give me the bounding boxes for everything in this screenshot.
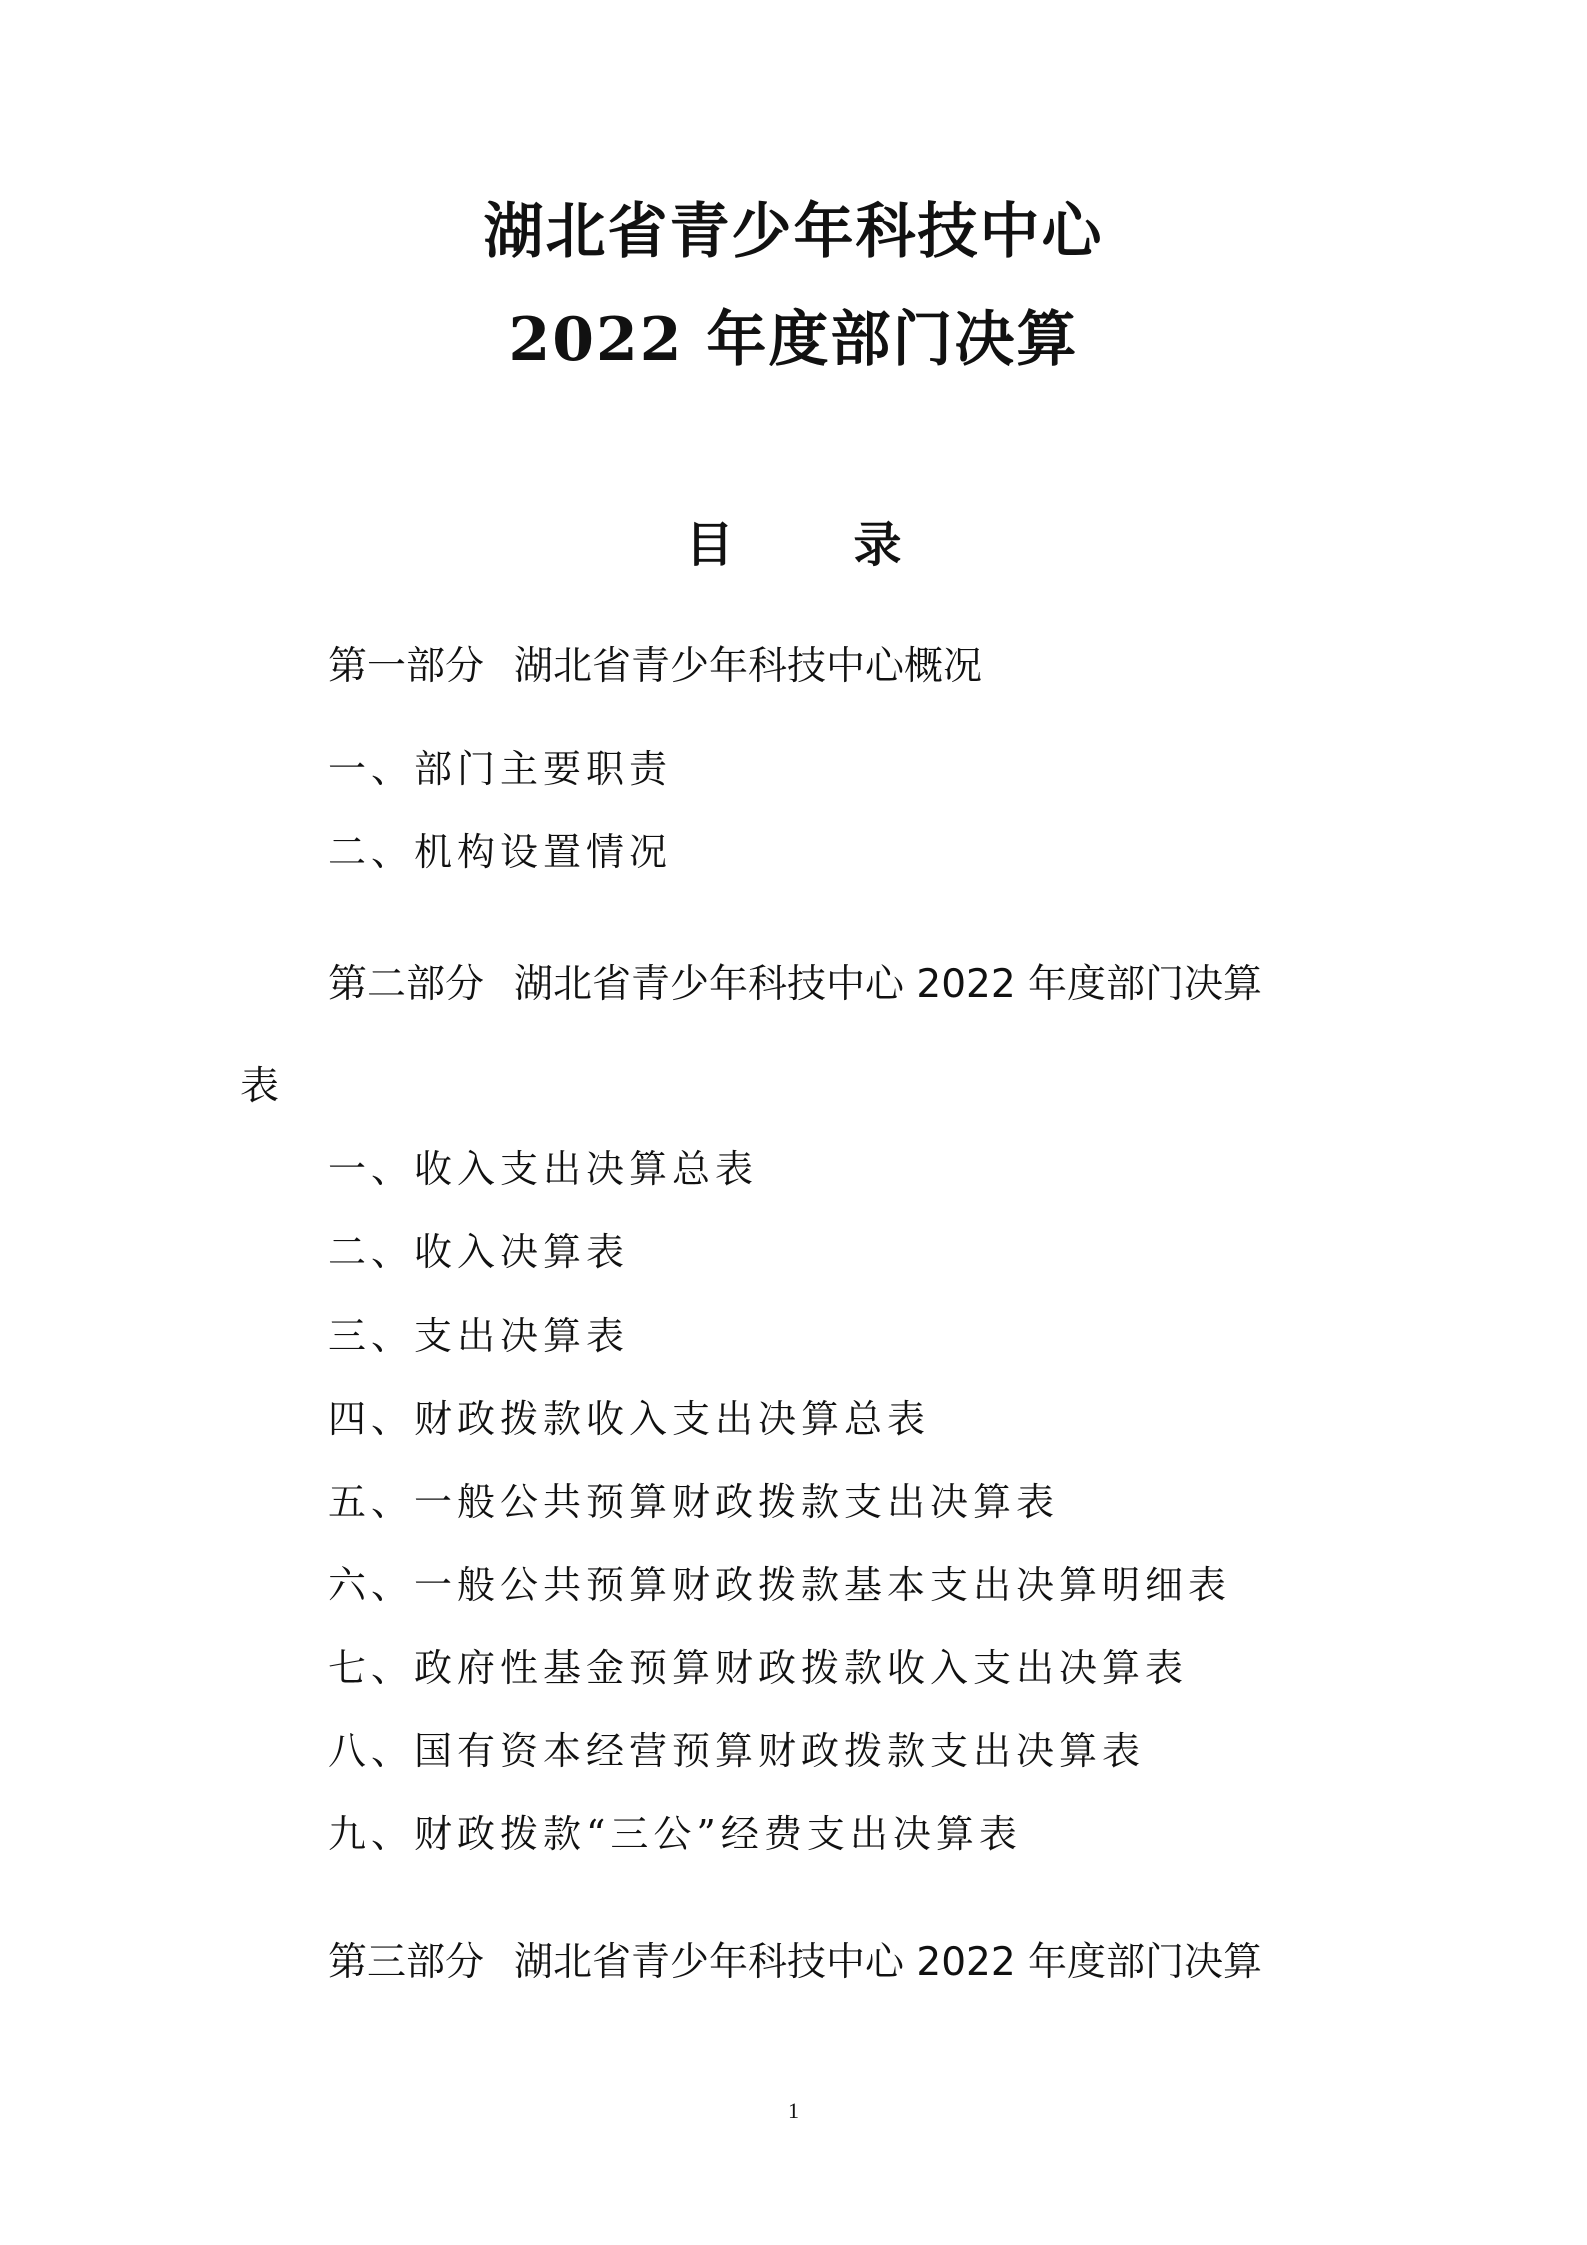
toc-part2-item: 三、支出决算表 bbox=[328, 1314, 630, 1358]
toc-part2-item: 八、国有资本经营预算财政拨款支出决算表 bbox=[328, 1729, 1146, 1773]
toc-part2-item: 一、收入支出决算总表 bbox=[328, 1147, 759, 1191]
page-number: 1 bbox=[788, 2098, 799, 2123]
toc-part1-title: 湖北省青少年科技中心概况 bbox=[514, 644, 983, 689]
toc-part1-label: 第一部分 bbox=[328, 644, 485, 689]
document-title-line2: 2022 年度部门决算 bbox=[508, 305, 1079, 375]
toc-heading-char1: 目 bbox=[685, 517, 734, 573]
toc-part3-title: 湖北省青少年科技中心 2022 年度部门决算 bbox=[514, 1940, 1263, 1985]
toc-part1-item: 二、机构设置情况 bbox=[328, 830, 673, 874]
document-title-line1: 湖北省青少年科技中心 bbox=[483, 197, 1104, 267]
toc-part2-item: 二、收入决算表 bbox=[328, 1230, 630, 1274]
toc-part3-label: 第三部分 bbox=[328, 1940, 485, 1985]
toc-part2-heading bbox=[240, 962, 1360, 1110]
toc-part3-heading bbox=[328, 1940, 1262, 1986]
toc-part1-heading bbox=[328, 644, 982, 690]
toc-heading bbox=[0, 515, 1587, 575]
toc-part2-title-line2: 表 bbox=[240, 1064, 280, 1109]
toc-part1-item: 一、部门主要职责 bbox=[328, 747, 673, 791]
toc-part2-item: 四、财政拨款收入支出决算总表 bbox=[328, 1397, 931, 1441]
toc-part2-title-line1: 湖北省青少年科技中心 2022 年度部门决算 bbox=[514, 962, 1263, 1007]
toc-heading-char2: 录 bbox=[853, 517, 902, 573]
toc-part2-label: 第二部分 bbox=[328, 962, 485, 1007]
toc-part2-item: 七、政府性基金预算财政拨款收入支出决算表 bbox=[328, 1646, 1189, 1690]
toc-part2-item: 九、财政拨款“三公”经费支出决算表 bbox=[328, 1812, 1022, 1856]
toc-part2-item: 五、一般公共预算财政拨款支出决算表 bbox=[328, 1480, 1060, 1524]
toc-part2-item: 六、一般公共预算财政拨款基本支出决算明细表 bbox=[328, 1563, 1232, 1607]
